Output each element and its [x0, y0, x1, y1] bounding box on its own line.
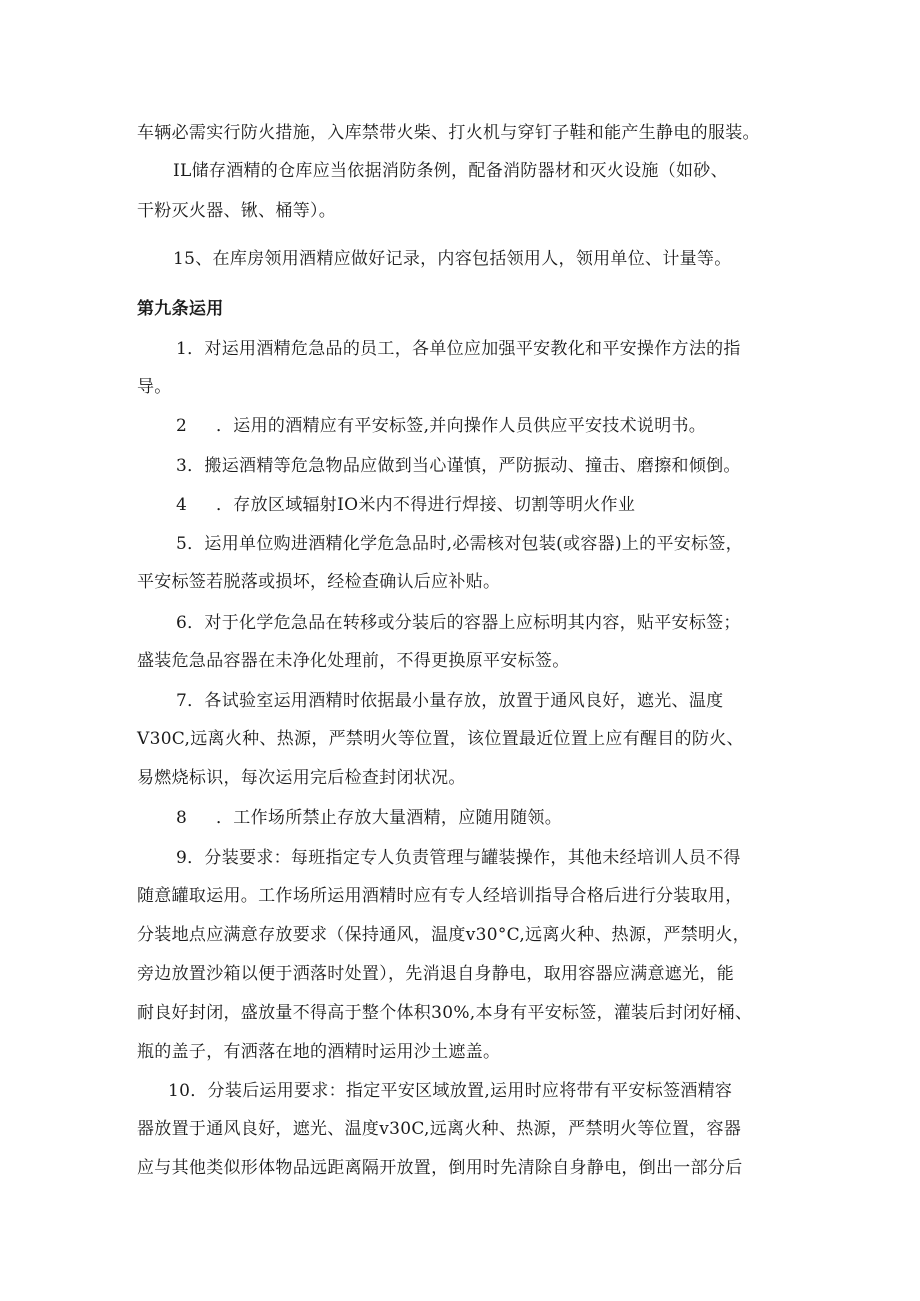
list-item: 1．对运用酒精危急品的员工，各单位应加强平安教化和平安操作方法的指	[176, 339, 741, 359]
paragraph-line: 15、在库房领用酒精应做好记录，内容包括领用人，领用单位、计量等。	[173, 249, 732, 269]
list-item-text: ．工作场所禁止存放大量酒精，应随用随领。	[216, 808, 562, 828]
list-item-continuation: 导。	[137, 377, 172, 397]
paragraph-line: 干粉灭火器、锹、桶等）。	[137, 201, 337, 221]
section-heading: 第九条运用	[137, 299, 224, 319]
list-item	[176, 807, 562, 829]
list-item-continuation: 器放置于通风良好，遮光、温度v30C,远离火种、热源，严禁明火等位置，容器	[137, 1119, 742, 1139]
list-item-text: ．运用的酒精应有平安标签,并向操作人员供应平安技术说明书。	[216, 416, 707, 436]
paragraph-line: IL储存酒精的仓库应当依据消防条例，配备消防器材和灭火设施（如砂、	[173, 161, 728, 181]
list-item: 9．分装要求：每班指定专人负责管理与罐装操作，其他未经培训人员不得	[176, 848, 741, 868]
list-item: 3．搬运酒精等危急物品应做到当心谨慎，严防振动、撞击、磨擦和倾倒。	[176, 456, 741, 476]
list-item-continuation: 平安标签若脱落或损坏，经检查确认后应补贴。	[137, 572, 501, 592]
list-item-continuation: 瓶的盖子，有洒落在地的酒精时运用沙土遮盖。	[137, 1042, 501, 1062]
list-item	[176, 494, 635, 516]
list-item-continuation: 分装地点应满意存放要求（保持通风，温度v30°C,远离火种、热源，严禁明火，	[137, 925, 750, 945]
list-item-continuation: 随意罐取运用。工作场所运用酒精时应有专人经培训指导合格后进行分装取用，	[137, 886, 743, 906]
list-item	[176, 415, 706, 437]
list-item-continuation: 应与其他类似形体物品远距离隔开放置，倒用时先清除自身静电，倒出一部分后	[137, 1158, 743, 1178]
list-item-number: 4	[176, 495, 188, 515]
list-item-text: ．存放区域辐射IO米内不得进行焊接、切割等明火作业	[216, 495, 636, 515]
list-item-continuation: 旁边放置沙箱以便于洒落时处置），先消退自身静电，取用容器应满意遮光，能	[137, 964, 734, 984]
list-item: 10．分装后运用要求：指定平安区域放置,运用时应将带有平安标签酒精容	[168, 1081, 733, 1101]
list-item-continuation: 耐良好封闭，盛放量不得高于整个体积30%,本身有平安标签，灌装后封闭好桶、	[137, 1003, 753, 1023]
paragraph-line: 车辆必需实行防火措施，入库禁带火柴、打火机与穿钉子鞋和能产生静电的服装。	[137, 123, 760, 143]
list-item: 6．对于化学危急品在转移或分装后的容器上应标明其内容，贴平安标签；	[176, 613, 741, 633]
list-item: 7．各试验室运用酒精时依据最小量存放，放置于通风良好，遮光、温度	[176, 691, 724, 711]
list-item-continuation: 易燃烧标识，每次运用完后检查封闭状况。	[137, 768, 466, 788]
list-item-number: 2	[176, 416, 188, 436]
list-item-number: 8	[176, 808, 188, 828]
list-item-continuation: 盛装危急品容器在未净化处理前，不得更换原平安标签。	[137, 651, 570, 671]
list-item-continuation: V30C,远离火种、热源，严禁明火等位置，该位置最近位置上应有醒目的防火、	[137, 729, 744, 749]
list-item: 5．运用单位购进酒精化学危急品时,必需核对包装(或容器)上的平安标签，	[176, 534, 743, 554]
